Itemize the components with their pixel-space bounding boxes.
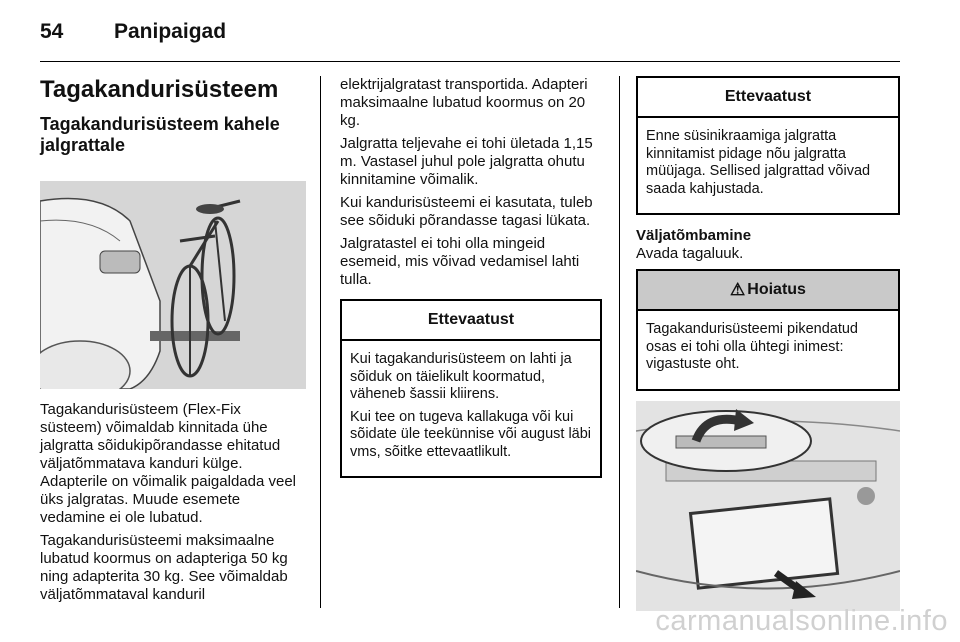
paragraph: Avada tagaluuk. [636,245,744,262]
caution-text: Kui tagakandurisüsteem on lahti ja sõiduk on täielikult koormatud, väheneb šassii kliirens. [350,351,572,402]
warning-text: Tagakandurisüsteemi pikendatud osas ei tohi olla ühtegi inimest: vigastuste oht. [646,321,858,372]
chapter-title: Panipaigad [114,20,227,43]
caution-box [636,76,900,215]
paragraph: Jalgratastel ei tohi olla mingeid esemeid, mis võivad vedamisel lahti tulla. [340,235,580,288]
warning-title: Hoiatus [747,281,806,298]
tailgate-carrier-illustration [636,401,900,611]
caution-box [340,299,602,478]
section-subtitle: Tagakandurisüsteem kahele jalgrattale [40,114,280,155]
bike-carrier-illustration [40,181,306,389]
section-title: Tagakandurisüsteem [40,76,279,103]
column-2 [340,76,602,478]
caution-title: Ettevaatust [638,78,898,118]
paragraph: Tagakandurisüsteemi maksimaalne lubatud koormus on adapteriga 50 kg ning adapterita 30 kg. See võimaldab väljatõmmataval kanduril [40,532,288,603]
paragraph: Tagakandurisüsteem (Flex-Fix süsteem) võimaldab kinnitada ühe jalgratta sõidukipõrandasse ehitatud väljatõmmatava kanduri külge. Adapterile on võimalik paigaldada veel üks jalgratas. Muude esemete vedamine ei ole lubatud. [40,401,296,526]
page-number: 54 [40,20,64,43]
column-divider-2 [619,76,620,608]
caution-text: Enne süsinikraamiga jalgratta kinnitamist pidage nõu jalgratta müüjaga. Sellised jalgrattad võivad saada kahjustada. [646,128,871,197]
header-rule [40,61,900,62]
warning-title-bar [638,271,898,311]
paragraph: elektrijalgratast transportida. Adapteri maksimaalne lubatud koormus on 20 kg. [340,76,588,129]
column-1 [40,76,306,609]
column-divider-1 [320,76,321,608]
paragraph: Kui kandurisüsteemi ei kasutata, tuleb see sõiduki põrandasse tagasi lükata. [340,194,593,229]
column-3 [636,76,902,611]
subheading: Väljatõmbamine [636,227,752,244]
caution-text: Kui tee on tugeva kallakuga või kui sõidate üle teekünnise või august läbi vms, sõitke ettevaatlikult. [350,408,592,460]
warning-box [636,269,900,391]
paragraph: Jalgratta teljevahe ei tohi ületada 1,15 m. Vastasel juhul pole jalgratta ohutu kinnitamine võimalik. [340,135,593,188]
watermark: carmanualsonline.info [655,605,948,637]
warning-triangle-icon: ⚠ [730,280,746,299]
caution-title: Ettevaatust [342,301,600,341]
